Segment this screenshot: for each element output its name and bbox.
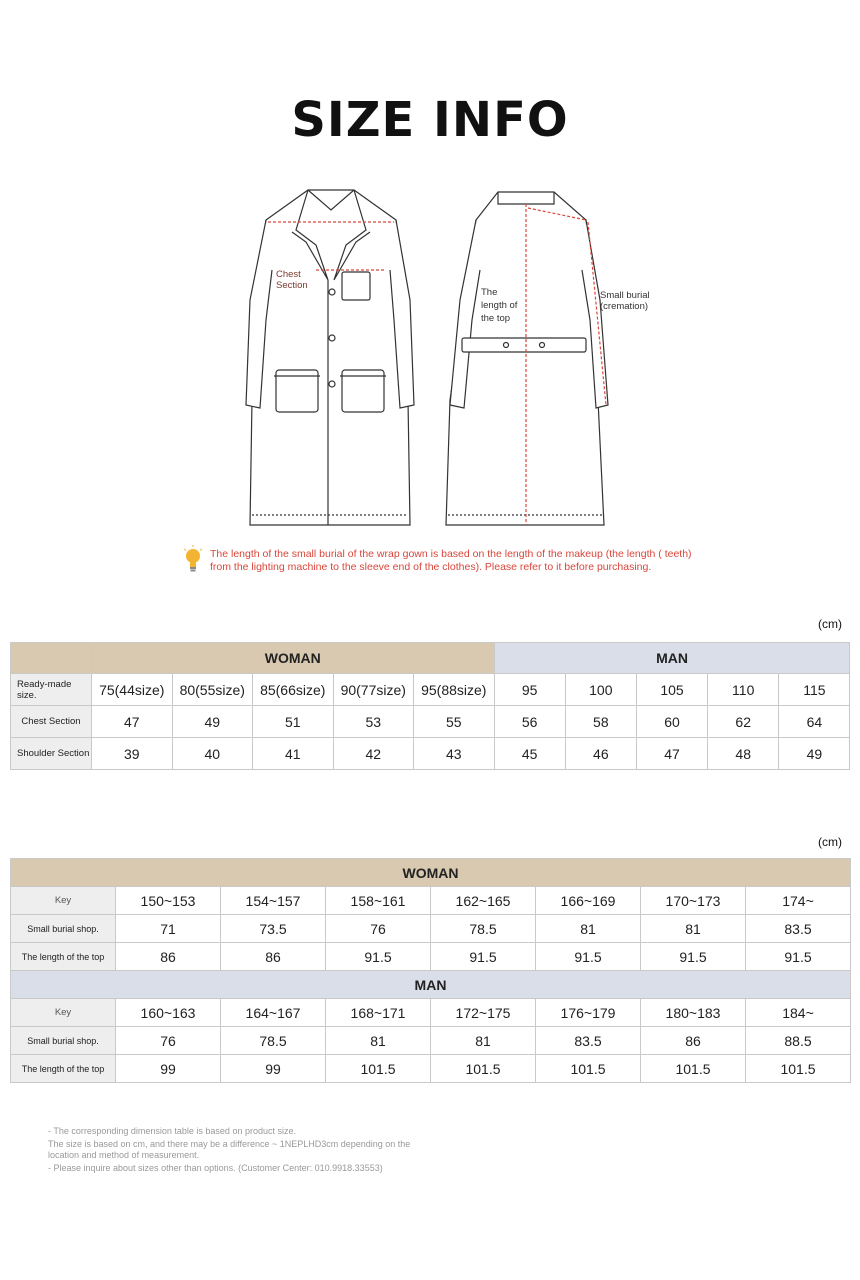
footnote-3: - Please inquire about sizes other than options. (Customer Center: 010.9918.33553) — [48, 1163, 383, 1173]
table-cell: 49 — [172, 706, 253, 738]
notice-text: The length of the small burial of the wrap gown is based on the length of the makeup (the length ( teeth) from the lighting machine to the sleeve end of the clothes). Please refer to it before purchasing. — [210, 548, 692, 573]
table-row — [11, 738, 850, 770]
table-cell: 174~ — [746, 887, 851, 915]
table-row — [11, 887, 851, 915]
table-row — [11, 999, 851, 1027]
table-cell: 76 — [326, 915, 431, 943]
table-cell: 91.5 — [431, 943, 536, 971]
table-cell: 48 — [708, 738, 779, 770]
coat-back-drawing — [446, 192, 608, 525]
table-cell: 180~183 — [641, 999, 746, 1027]
table-cell: 101.5 — [746, 1055, 851, 1083]
table-cell: 95(88size) — [414, 674, 495, 706]
key-label: Key — [11, 887, 116, 915]
table-cell: 42 — [333, 738, 414, 770]
table-row — [11, 674, 850, 706]
table-cell: 81 — [431, 1027, 536, 1055]
table-cell: 164~167 — [221, 999, 326, 1027]
table-cell: 90(77size) — [333, 674, 414, 706]
table-cell: 51 — [253, 706, 334, 738]
chest-section-label: Chest Section — [276, 269, 308, 291]
row-label: Chest Section — [11, 706, 92, 738]
coat-front-drawing — [246, 190, 414, 525]
table-cell: 40 — [172, 738, 253, 770]
table-cell: 105 — [636, 674, 707, 706]
table-cell: 45 — [494, 738, 565, 770]
table-cell: 150~153 — [116, 887, 221, 915]
table-cell: 162~165 — [431, 887, 536, 915]
table-cell: 78.5 — [431, 915, 536, 943]
row-label: Ready-made size. — [11, 674, 92, 706]
table-cell: 91.5 — [641, 943, 746, 971]
table-cell: 60 — [636, 706, 707, 738]
table-cell: 115 — [779, 674, 850, 706]
woman-section-header: WOMAN — [11, 859, 851, 887]
table-cell: 101.5 — [431, 1055, 536, 1083]
page-title: SIZE INFO — [291, 92, 569, 148]
footnote-1: - The corresponding dimension table is based on product size. — [48, 1126, 296, 1136]
table-cell: 83.5 — [746, 915, 851, 943]
table-cell: 81 — [536, 915, 641, 943]
table-cell: 91.5 — [746, 943, 851, 971]
key-label: Key — [11, 999, 116, 1027]
table-cell: 47 — [92, 706, 173, 738]
table-cell: 166~169 — [536, 887, 641, 915]
table-cell: 46 — [565, 738, 636, 770]
table-cell: 176~179 — [536, 999, 641, 1027]
sleeve-length-label: Small burial (cremation) — [600, 290, 650, 312]
table-cell: 55 — [414, 706, 495, 738]
table-cell: 62 — [708, 706, 779, 738]
table-cell: 88.5 — [746, 1027, 851, 1055]
table-cell: 158~161 — [326, 887, 431, 915]
table-cell: 81 — [641, 915, 746, 943]
table-cell: 99 — [116, 1055, 221, 1083]
row-label: Shoulder Section — [11, 738, 92, 770]
table-cell: 73.5 — [221, 915, 326, 943]
row-label: Small burial shop. — [11, 915, 116, 943]
table-cell: 110 — [708, 674, 779, 706]
table-row — [11, 1055, 851, 1083]
table-cell: 184~ — [746, 999, 851, 1027]
table-cell: 101.5 — [536, 1055, 641, 1083]
man-section-header: MAN — [11, 971, 851, 999]
table-cell: 43 — [414, 738, 495, 770]
table-cell: 100 — [565, 674, 636, 706]
table-cell: 99 — [221, 1055, 326, 1083]
footnotes — [48, 1126, 428, 1176]
man-header: MAN — [494, 643, 850, 674]
table-cell: 86 — [116, 943, 221, 971]
table-row — [11, 706, 850, 738]
table-cell: 39 — [92, 738, 173, 770]
row-label: Small burial shop. — [11, 1027, 116, 1055]
table-cell: 91.5 — [326, 943, 431, 971]
table-cell: 80(55size) — [172, 674, 253, 706]
table-cell: 58 — [565, 706, 636, 738]
row-label: The length of the top — [11, 1055, 116, 1083]
table-row — [11, 1027, 851, 1055]
table-cell: 71 — [116, 915, 221, 943]
table-cell: 95 — [494, 674, 565, 706]
table-cell: 75(44size) — [92, 674, 173, 706]
table-cell: 41 — [253, 738, 334, 770]
table-cell: 86 — [641, 1027, 746, 1055]
table-cell: 49 — [779, 738, 850, 770]
table-cell: 91.5 — [536, 943, 641, 971]
body-size-table — [10, 858, 851, 1083]
ready-made-size-table — [10, 642, 850, 770]
table-cell: 170~173 — [641, 887, 746, 915]
footnote-2: The size is based on cm, and there may be a difference ~ 1NEPLHD3cm depending on the location and method of measurement. — [48, 1139, 411, 1160]
unit-label: (cm) — [818, 617, 842, 631]
table-cell: 154~157 — [221, 887, 326, 915]
table-cell: 86 — [221, 943, 326, 971]
row-label: The length of the top — [11, 943, 116, 971]
table-cell: 64 — [779, 706, 850, 738]
table-cell: 56 — [494, 706, 565, 738]
table-cell: 101.5 — [641, 1055, 746, 1083]
table-cell: 78.5 — [221, 1027, 326, 1055]
measurement-notice — [182, 545, 702, 575]
lightbulb-icon — [182, 545, 204, 575]
coat-diagram — [236, 180, 656, 540]
table-row — [11, 943, 851, 971]
table-cell: 160~163 — [116, 999, 221, 1027]
table-cell: 168~171 — [326, 999, 431, 1027]
woman-header: WOMAN — [92, 643, 495, 674]
table-cell: 101.5 — [326, 1055, 431, 1083]
table-cell: 83.5 — [536, 1027, 641, 1055]
table-corner — [11, 643, 92, 674]
table-cell: 76 — [116, 1027, 221, 1055]
table-cell: 53 — [333, 706, 414, 738]
unit-label-2: (cm) — [818, 835, 842, 849]
table-cell: 81 — [326, 1027, 431, 1055]
table-cell: 47 — [636, 738, 707, 770]
length-of-top-label: The length of the top — [481, 287, 518, 324]
table-cell: 85(66size) — [253, 674, 334, 706]
table-cell: 172~175 — [431, 999, 536, 1027]
table-row — [11, 915, 851, 943]
